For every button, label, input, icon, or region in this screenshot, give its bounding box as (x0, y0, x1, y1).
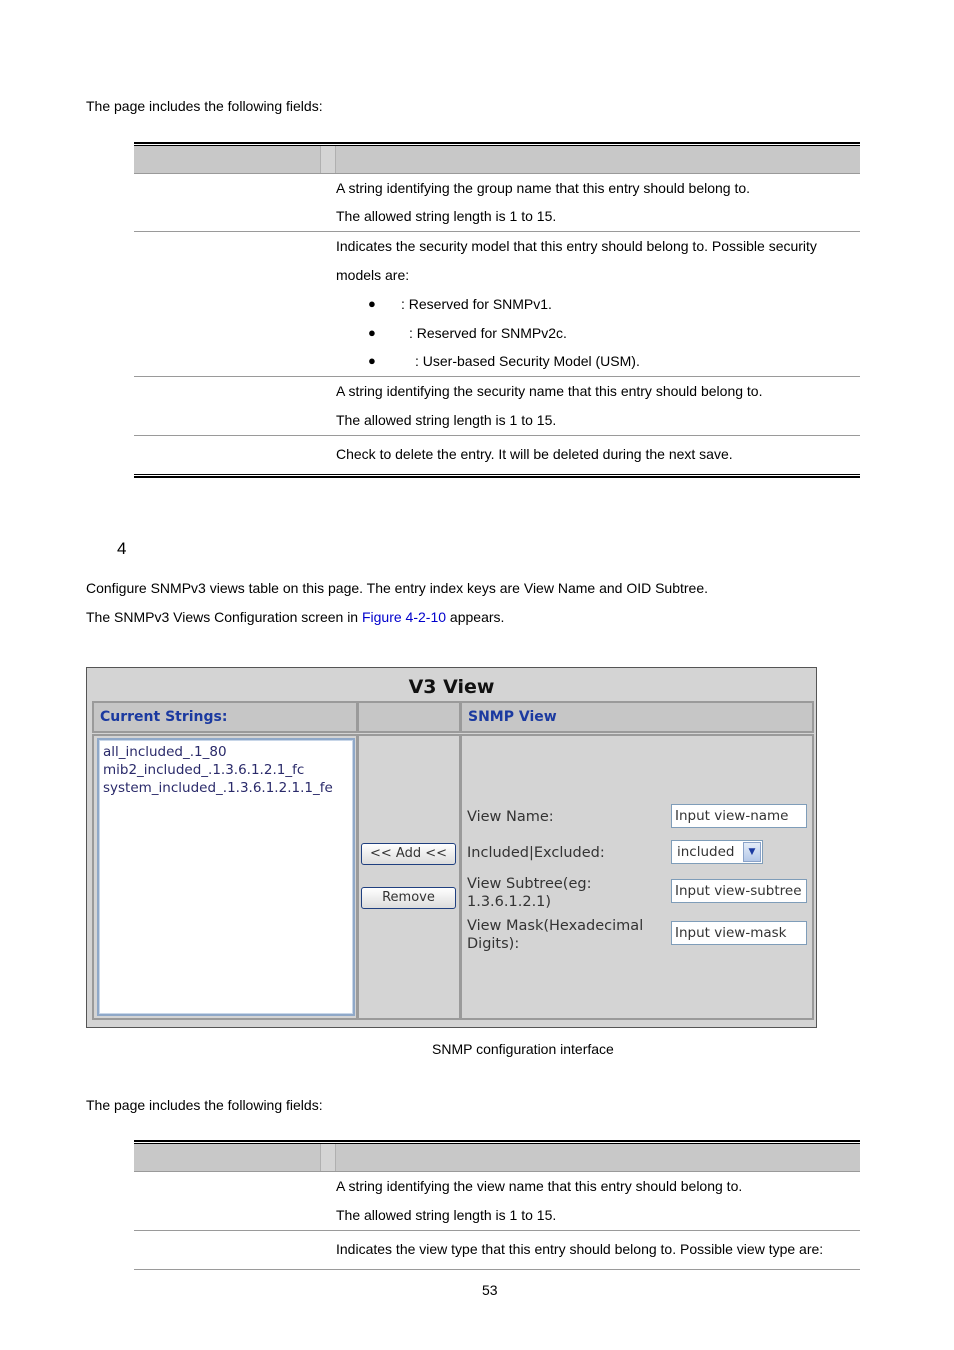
table-cell: A string identifying the security name that this entry should belong to. (336, 383, 763, 399)
view-name-label: View Name: (467, 809, 554, 825)
chevron-down-icon[interactable]: ▼ (743, 842, 761, 862)
included-excluded-select[interactable] (671, 840, 763, 864)
bullet-text: : Reserved for SNMPv2c. (409, 325, 567, 341)
table-cell: The allowed string length is 1 to 15. (336, 1207, 557, 1223)
table-cell: The allowed string length is 1 to 15. (336, 412, 557, 428)
view-mask-input[interactable]: Input view-mask (671, 921, 807, 945)
description-text: Configure SNMPv3 views table on this page. The entry index keys are View Name and OID Subtree. (86, 580, 709, 596)
table-cell: A string identifying the group name that this entry should belong to. (336, 180, 751, 196)
view-subtree-input[interactable]: Input view-subtree (671, 879, 807, 903)
current-strings-header: Current Strings: (92, 701, 358, 733)
figure-link[interactable]: Figure 4-2-10 (361, 609, 447, 625)
description-text-2: The SNMPv3 Views Configuration screen in Figure 4-2-10 appears. (86, 609, 505, 625)
table-cell: Check to delete the entry. It will be deleted during the next save. (336, 446, 733, 462)
snmp-view-header: SNMP View (460, 701, 814, 733)
view-mask-label: View Mask(Hexadecimal Digits): (467, 918, 644, 952)
v3-view-panel (86, 667, 817, 1028)
panel-title: V3 View (408, 676, 495, 698)
bullet-icon: ● (368, 296, 376, 311)
column-header-blank (357, 701, 461, 733)
figure-caption: SNMP configuration interface (432, 1041, 614, 1057)
bullet-icon: ● (368, 325, 376, 340)
table-header (134, 1144, 860, 1171)
add-button[interactable]: << Add << (361, 843, 456, 865)
fields-table-1 (134, 142, 860, 480)
table-cell: models are: (336, 267, 410, 283)
section-number: 4 (117, 539, 127, 558)
table-header (134, 146, 860, 173)
select-value: included (677, 844, 735, 860)
page-number: 53 (482, 1282, 498, 1298)
intro-text-2: The page includes the following fields: (86, 1097, 323, 1113)
table-cell: Indicates the security model that this entry should belong to. Possible security (336, 238, 817, 254)
table-cell: A string identifying the view name that this entry should belong to. (336, 1178, 743, 1194)
bullet-text: : Reserved for SNMPv1. (401, 296, 552, 312)
list-item[interactable]: all_included_.1_80 (103, 744, 227, 760)
table-cell: Indicates the view type that this entry should belong to. Possible view type are: (336, 1241, 824, 1257)
included-excluded-label: Included|Excluded: (467, 845, 605, 861)
view-subtree-label: View Subtree(eg: 1.3.6.1.2.1) (467, 876, 592, 910)
list-item[interactable]: mib2_included_.1.3.6.1.2.1_fc (103, 762, 305, 778)
intro-text: The page includes the following fields: (86, 98, 323, 114)
table-cell: The allowed string length is 1 to 15. (336, 208, 557, 224)
current-strings-list[interactable] (97, 738, 355, 1016)
remove-button[interactable]: Remove (361, 887, 456, 909)
button-column (357, 734, 461, 1020)
fields-table-2 (134, 1140, 860, 1272)
view-name-input[interactable]: Input view-name (671, 804, 807, 828)
list-item[interactable]: system_included_.1.3.6.1.2.1.1_fe (103, 780, 333, 796)
bullet-icon: ● (368, 353, 376, 368)
bullet-text: : User-based Security Model (USM). (415, 353, 640, 369)
